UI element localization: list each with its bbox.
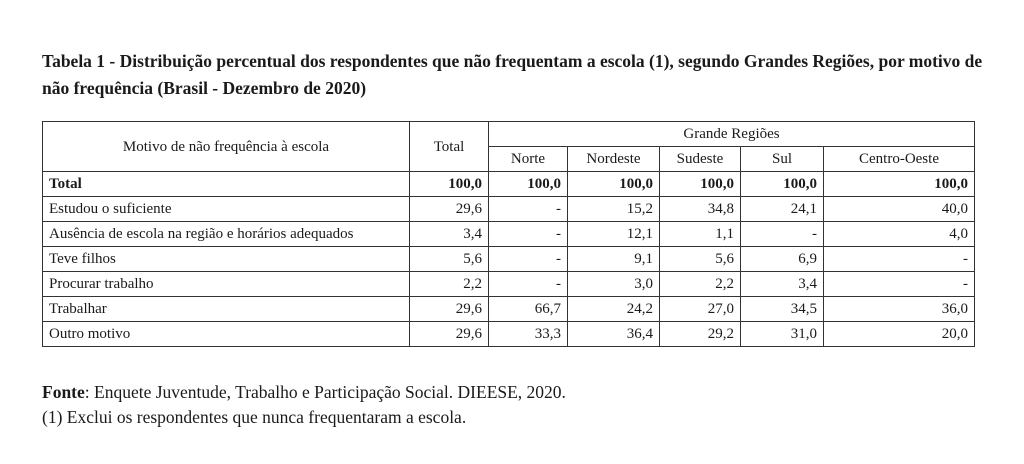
row-label: Trabalhar bbox=[43, 297, 410, 322]
cell-total: 5,6 bbox=[410, 247, 489, 272]
table-row bbox=[43, 247, 975, 272]
cell-sudeste: 29,2 bbox=[660, 322, 741, 347]
header-region-group: Grande Regiões bbox=[489, 122, 975, 147]
cell-nordeste: 12,1 bbox=[568, 222, 660, 247]
row-label: Ausência de escola na região e horários adequados bbox=[43, 222, 410, 247]
row-label: Teve filhos bbox=[43, 247, 410, 272]
cell-sudeste: 2,2 bbox=[660, 272, 741, 297]
cell-total: 29,6 bbox=[410, 322, 489, 347]
cell-norte: 66,7 bbox=[489, 297, 568, 322]
row-label: Estudou o suficiente bbox=[43, 197, 410, 222]
header-region-sul: Sul bbox=[741, 147, 824, 172]
cell-centro-oeste: 100,0 bbox=[824, 172, 975, 197]
cell-total: 3,4 bbox=[410, 222, 489, 247]
table-row bbox=[43, 322, 975, 347]
cell-centro-oeste: 20,0 bbox=[824, 322, 975, 347]
cell-sul: 100,0 bbox=[741, 172, 824, 197]
table-title: Tabela 1 - Distribuição percentual dos respondentes que não frequentam a escola (1), segundo Grandes Regiões, por motivo de não frequência (Brasil - Dezembro de 2020) bbox=[42, 51, 983, 98]
cell-sudeste: 34,8 bbox=[660, 197, 741, 222]
header-region-norte: Norte bbox=[489, 147, 568, 172]
header-region-sudeste: Sudeste bbox=[660, 147, 741, 172]
source-note bbox=[42, 380, 566, 405]
header-region-centro-oeste: Centro-Oeste bbox=[824, 147, 975, 172]
table-row bbox=[43, 197, 975, 222]
source-text: : Enquete Juventude, Trabalho e Participação Social. DIEESE, 2020. bbox=[84, 382, 566, 402]
cell-centro-oeste: - bbox=[824, 272, 975, 297]
cell-sudeste: 5,6 bbox=[660, 247, 741, 272]
row-label: Procurar trabalho bbox=[43, 272, 410, 297]
cell-norte: 33,3 bbox=[489, 322, 568, 347]
table-row-total bbox=[43, 172, 975, 197]
cell-total: 100,0 bbox=[410, 172, 489, 197]
cell-sul: - bbox=[741, 222, 824, 247]
header-row-group bbox=[43, 122, 975, 147]
cell-nordeste: 15,2 bbox=[568, 197, 660, 222]
cell-sul: 34,5 bbox=[741, 297, 824, 322]
cell-norte: - bbox=[489, 197, 568, 222]
cell-nordeste: 9,1 bbox=[568, 247, 660, 272]
cell-sul: 3,4 bbox=[741, 272, 824, 297]
cell-sul: 24,1 bbox=[741, 197, 824, 222]
cell-norte: - bbox=[489, 247, 568, 272]
row-label: Total bbox=[43, 172, 410, 197]
header-motivo: Motivo de não frequência à escola bbox=[43, 122, 410, 172]
header-total: Total bbox=[410, 122, 489, 172]
cell-total: 29,6 bbox=[410, 297, 489, 322]
cell-sudeste: 1,1 bbox=[660, 222, 741, 247]
cell-total: 29,6 bbox=[410, 197, 489, 222]
cell-sul: 6,9 bbox=[741, 247, 824, 272]
cell-sudeste: 100,0 bbox=[660, 172, 741, 197]
cell-centro-oeste: 4,0 bbox=[824, 222, 975, 247]
table-row bbox=[43, 222, 975, 247]
table-row bbox=[43, 272, 975, 297]
cell-nordeste: 24,2 bbox=[568, 297, 660, 322]
cell-total: 2,2 bbox=[410, 272, 489, 297]
cell-sudeste: 27,0 bbox=[660, 297, 741, 322]
cell-norte: 100,0 bbox=[489, 172, 568, 197]
cell-nordeste: 3,0 bbox=[568, 272, 660, 297]
source-label: Fonte bbox=[42, 382, 85, 402]
cell-centro-oeste: - bbox=[824, 247, 975, 272]
cell-norte: - bbox=[489, 222, 568, 247]
cell-centro-oeste: 40,0 bbox=[824, 197, 975, 222]
data-table bbox=[42, 121, 975, 347]
header-region-nordeste: Nordeste bbox=[568, 147, 660, 172]
cell-nordeste: 100,0 bbox=[568, 172, 660, 197]
row-label: Outro motivo bbox=[43, 322, 410, 347]
cell-sul: 31,0 bbox=[741, 322, 824, 347]
footnote: (1) Exclui os respondentes que nunca frequentaram a escola. bbox=[42, 407, 467, 427]
table-row bbox=[43, 297, 975, 322]
cell-nordeste: 36,4 bbox=[568, 322, 660, 347]
cell-norte: - bbox=[489, 272, 568, 297]
cell-centro-oeste: 36,0 bbox=[824, 297, 975, 322]
